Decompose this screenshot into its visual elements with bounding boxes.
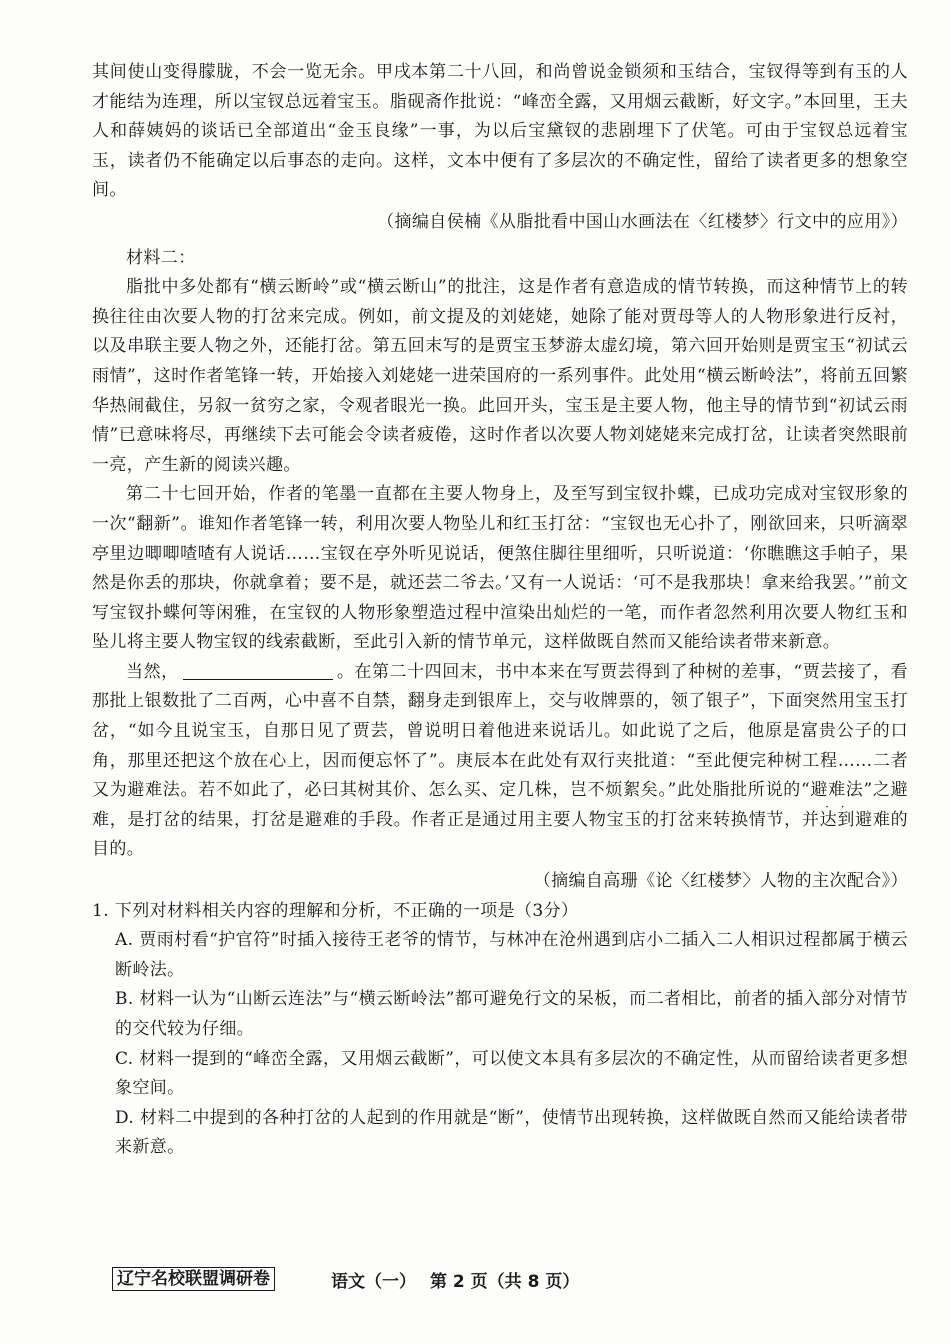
page-footer [112, 1268, 579, 1290]
paragraph-text-b: ”之避难，是打岔的结果，打岔是避难的手段。作者正是通过用主要人物宝玉的打岔来转换情节，并达到避难的目的。 [92, 780, 908, 860]
material-2-paragraph-1: 脂批中多处都有“横云断岭”或“横云断山”的批注，这是作者有意造成的情节转换，而这种情节上的转换往往由次要人物的打岔来完成。例如，前文提及的刘姥姥，她除了能对贾母等人的人物形象进行反衬，以及串联主要人物之外，还能打岔。第五回末写的是贾宝玉梦游太虚幻境，第六回开始则是贾宝玉“初试云雨情”，这时作者笔锋一转，开始接入刘姥姥一进荣国府的一系列事件。此处用“横云断岭法”，将前五回繁华热闹截住，另叙一贫穷之家，令观者眼光一换。此回开头，宝玉是主要人物，他主导的情节到“初试云雨情”已意味将尽，再继续下去可能会令读者疲倦，这时作者以次要人物刘姥姥来完成打岔，让读者突然眼前一亮，产生新的阅读兴趣。 [92, 277, 908, 475]
material-2-paragraph-3 [92, 658, 908, 865]
fill-in-blank[interactable] [183, 661, 333, 680]
paragraph-text-a: 。在第二十四回末，书中本来在写贾芸得到了种树的差事，“贾芸接了，看那批上银数批了二百两，心中喜不自禁，翻身走到银库上，交与收牌票的，领了银子”，下面突然用宝玉打岔，“如今且说宝玉，自那日见了贾芸，曾说明日着他进来说话儿。如此说了之后，他原是富贵公子的口角，那里还把这个放在心上，因而便忘怀了”。庚辰本在此处有双行夹批道：“至此便完种树工程……二者又为避难法。若不如此了，必曰其树其价、怎么买、定几株，岂不烦絮矣。”此处脂批所说的“ [92, 661, 909, 801]
option-c[interactable]: C. 材料一提到的“峰峦全露，又用烟云截断”，可以使文本具有多层次的不确定性，从而留给读者更多想象空间。 [114, 1048, 908, 1099]
continuation-paragraph: 其间使山变得朦胧，不会一览无余。甲戌本第二十八回，和尚曾说金锁须和玉结合，宝钗得等到有玉的人才能结为连理，所以宝钗总远着宝玉。脂砚斋作批说：“峰峦全露，又用烟云截断，好文字。”本回里，王夫人和薛姨妈的谈话已全部道出“金玉良缘”一事，为以后宝黛钗的悲剧埋下了伏笔。可由于宝钗总远着宝玉，读者仍不能确定以后事态的走向。这样，文本中便有了多层次的不确定性，留给了读者更多的想象空间。 [92, 62, 908, 201]
subject-label: 语文（一） [331, 1271, 416, 1292]
exam-name-box: 辽宁名校联盟调研卷 [112, 1267, 275, 1291]
material-2-paragraph-2: 第二十七回开始，作者的笔墨一直都在主要人物身上，及至写到宝钗扑蝶，已成功完成对宝钗形象的一次“翻新”。谁知作者笔锋一转，利用次要人物坠儿和红玉打岔：“宝钗也无心扑了，刚欲回来，只听滴翠亭里边唧唧喳喳有人说话……宝钗在亭外听见说话，便煞住脚往里细听，只听说道：‘你瞧瞧这手帕子，果然是你丢的那块，你就拿着；要不是，就还芸二爷去。’又有一人说话：‘可不是我那块！拿来给我罢。’”前文写宝钗扑蝶何等闲雅，在宝钗的人物形象塑造过程中渲染出灿烂的一笔，而作者忽然利用次要人物红玉和坠儿将主要人物宝钗的线索截断，至此引入新的情节单元，这样做既自然而又能给读者带来新意。 [92, 484, 908, 653]
option-b[interactable]: B. 材料一认为“山断云连法”与“横云断岭法”都可避免行文的呆板，而二者相比，前者的插入部分对情节的交代较为仔细。 [114, 989, 908, 1039]
paragraph-lead: 当然， [126, 661, 179, 682]
page-content [92, 58, 908, 1163]
page-number: 第 2 页（共 8 页） [430, 1271, 580, 1292]
option-a[interactable]: A. 贾雨村看“护官符”时插入接待王老爷的情节，与林冲在沧州遇到店小二插入二人相识过程都属于横云断岭法。 [114, 930, 908, 980]
question-1-stem: 1. 下列对材料相关内容的理解和分析，不正确的一项是（3分） [92, 900, 579, 921]
source-citation-1: （摘编自侯楠《从脂批看中国山水画法在〈红楼梦〉行文中的应用》） [377, 211, 908, 232]
material-2-title: 材料二： [126, 247, 196, 268]
option-d[interactable]: D. 材料二中提到的各种打岔的人起到的作用就是“断”，使情节出现转换，这样做既自然而又能给读者带来新意。 [114, 1107, 908, 1158]
source-citation-2: （摘编自高珊《论〈红楼梦〉人物的主次配合》） [533, 871, 908, 892]
emphasized-term: 避难法 · · · [810, 780, 863, 800]
